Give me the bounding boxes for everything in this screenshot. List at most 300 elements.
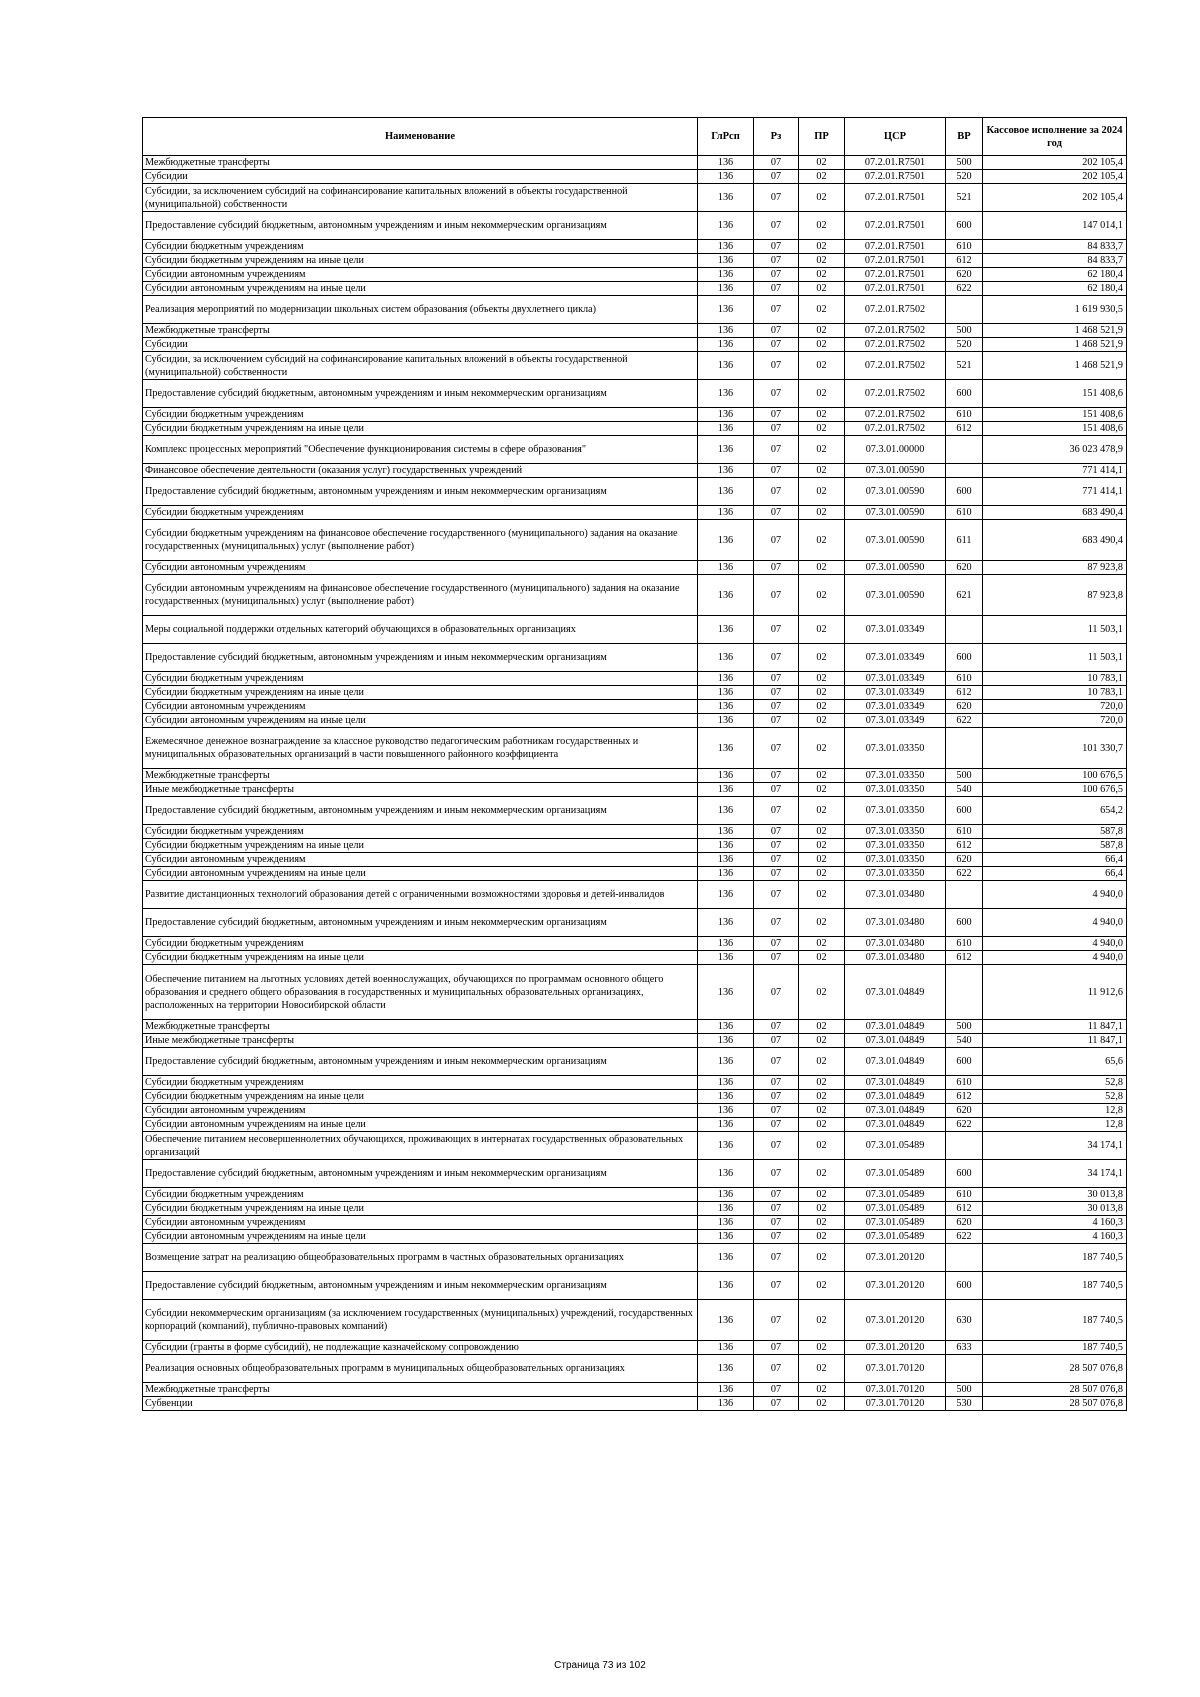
row-pr: 02 xyxy=(799,1397,845,1411)
table-row xyxy=(143,1104,1127,1118)
row-name: Предоставление субсидий бюджетным, автономным учреждениям и иным некоммерческим организациям xyxy=(143,1160,698,1188)
row-rz: 07 xyxy=(754,867,799,881)
row-amount: 10 783,1 xyxy=(983,672,1127,686)
row-grs: 136 xyxy=(698,1076,754,1090)
row-rz: 07 xyxy=(754,1216,799,1230)
table-row xyxy=(143,1341,1127,1355)
row-name: Реализация мероприятий по модернизации школьных систем образования (объекты двухлетнего цикла) xyxy=(143,296,698,324)
table-row xyxy=(143,520,1127,561)
row-csr: 07.2.01.R7502 xyxy=(845,352,946,380)
row-amount: 202 105,4 xyxy=(983,156,1127,170)
row-vr: 600 xyxy=(946,1160,983,1188)
row-rz: 07 xyxy=(754,616,799,644)
row-rz: 07 xyxy=(754,1383,799,1397)
column-header-rz: Рз xyxy=(754,118,799,156)
row-pr: 02 xyxy=(799,728,845,769)
row-rz: 07 xyxy=(754,282,799,296)
row-amount: 11 912,6 xyxy=(983,965,1127,1020)
row-grs: 136 xyxy=(698,561,754,575)
row-pr: 02 xyxy=(799,769,845,783)
table-row xyxy=(143,184,1127,212)
page-number: Страница 73 из 102 xyxy=(554,1660,646,1671)
row-amount: 100 676,5 xyxy=(983,769,1127,783)
row-vr: 600 xyxy=(946,380,983,408)
row-grs: 136 xyxy=(698,520,754,561)
row-amount: 101 330,7 xyxy=(983,728,1127,769)
row-pr: 02 xyxy=(799,616,845,644)
column-header-pr: ПР xyxy=(799,118,845,156)
row-csr: 07.3.01.03350 xyxy=(845,853,946,867)
row-name: Субсидии автономным учреждениям на иные цели xyxy=(143,282,698,296)
row-rz: 07 xyxy=(754,853,799,867)
row-rz: 07 xyxy=(754,156,799,170)
row-amount: 187 740,5 xyxy=(983,1300,1127,1341)
row-name: Межбюджетные трансферты xyxy=(143,1383,698,1397)
row-csr: 07.3.01.00590 xyxy=(845,575,946,616)
row-pr: 02 xyxy=(799,268,845,282)
row-csr: 07.3.01.05489 xyxy=(845,1202,946,1216)
row-grs: 136 xyxy=(698,408,754,422)
column-header-csr: ЦСР xyxy=(845,118,946,156)
row-grs: 136 xyxy=(698,254,754,268)
table-row xyxy=(143,1383,1127,1397)
row-name: Обеспечение питанием на льготных условиях детей военнослужащих, обучающихся по программам основного общего образования и среднего общего образования в государственных и муниципальных образовательных организациях, расположенных на территории Новосибирской области xyxy=(143,965,698,1020)
row-csr: 07.3.01.05489 xyxy=(845,1160,946,1188)
row-grs: 136 xyxy=(698,1272,754,1300)
row-pr: 02 xyxy=(799,1244,845,1272)
row-amount: 12,8 xyxy=(983,1118,1127,1132)
row-csr: 07.3.01.03350 xyxy=(845,867,946,881)
row-name: Субсидии бюджетным учреждениям xyxy=(143,672,698,686)
row-grs: 136 xyxy=(698,338,754,352)
row-rz: 07 xyxy=(754,240,799,254)
column-header-grs: ГлРсп xyxy=(698,118,754,156)
row-rz: 07 xyxy=(754,1076,799,1090)
row-csr: 07.3.01.05489 xyxy=(845,1188,946,1202)
row-name: Субсидии автономным учреждениям xyxy=(143,1216,698,1230)
table-row xyxy=(143,714,1127,728)
row-amount: 28 507 076,8 xyxy=(983,1383,1127,1397)
row-rz: 07 xyxy=(754,268,799,282)
row-amount: 30 013,8 xyxy=(983,1188,1127,1202)
column-header-vr: ВР xyxy=(946,118,983,156)
row-csr: 07.3.01.70120 xyxy=(845,1383,946,1397)
row-amount: 28 507 076,8 xyxy=(983,1397,1127,1411)
row-rz: 07 xyxy=(754,1188,799,1202)
row-rz: 07 xyxy=(754,464,799,478)
row-name: Комплекс процессных мероприятий "Обеспечение функционирования системы в сфере образования" xyxy=(143,436,698,464)
row-name: Субсидии некоммерческим организациям (за исключением государственных (муниципальных) учреждений, государственных корпораций (компаний), публично-правовых компаний) xyxy=(143,1300,698,1341)
row-amount: 62 180,4 xyxy=(983,268,1127,282)
table-row xyxy=(143,1300,1127,1341)
row-vr: 612 xyxy=(946,951,983,965)
table-row xyxy=(143,156,1127,170)
row-csr: 07.3.01.03349 xyxy=(845,672,946,686)
row-name: Иные межбюджетные трансферты xyxy=(143,1034,698,1048)
row-grs: 136 xyxy=(698,380,754,408)
row-pr: 02 xyxy=(799,783,845,797)
row-grs: 136 xyxy=(698,212,754,240)
table-row xyxy=(143,909,1127,937)
row-grs: 136 xyxy=(698,1020,754,1034)
row-name: Межбюджетные трансферты xyxy=(143,156,698,170)
row-pr: 02 xyxy=(799,254,845,268)
row-amount: 147 014,1 xyxy=(983,212,1127,240)
row-grs: 136 xyxy=(698,1383,754,1397)
table-row xyxy=(143,686,1127,700)
row-grs: 136 xyxy=(698,422,754,436)
row-csr: 07.3.01.04849 xyxy=(845,1118,946,1132)
row-rz: 07 xyxy=(754,1300,799,1341)
row-amount: 28 507 076,8 xyxy=(983,1355,1127,1383)
table-row xyxy=(143,839,1127,853)
row-pr: 02 xyxy=(799,1118,845,1132)
row-amount: 100 676,5 xyxy=(983,783,1127,797)
row-rz: 07 xyxy=(754,728,799,769)
row-vr xyxy=(946,1132,983,1160)
row-amount: 654,2 xyxy=(983,797,1127,825)
row-vr: 520 xyxy=(946,170,983,184)
row-csr: 07.2.01.R7502 xyxy=(845,296,946,324)
row-name: Обеспечение питанием несовершеннолетних обучающихся, проживающих в интернатах государственных образовательных организаций xyxy=(143,1132,698,1160)
row-vr xyxy=(946,881,983,909)
row-csr: 07.3.01.05489 xyxy=(845,1216,946,1230)
row-rz: 07 xyxy=(754,1272,799,1300)
row-name: Субсидии автономным учреждениям на иные цели xyxy=(143,867,698,881)
row-amount: 36 023 478,9 xyxy=(983,436,1127,464)
row-name: Предоставление субсидий бюджетным, автономным учреждениям и иным некоммерческим организациям xyxy=(143,380,698,408)
page-footer xyxy=(0,1660,1200,1671)
row-csr: 07.3.01.03349 xyxy=(845,644,946,672)
row-name: Субсидии автономным учреждениям на иные цели xyxy=(143,714,698,728)
row-name: Субсидии автономным учреждениям на иные цели xyxy=(143,1118,698,1132)
row-csr: 07.3.01.03350 xyxy=(845,783,946,797)
row-pr: 02 xyxy=(799,478,845,506)
row-vr: 620 xyxy=(946,853,983,867)
row-csr: 07.3.01.04849 xyxy=(845,1020,946,1034)
row-vr: 600 xyxy=(946,1048,983,1076)
row-pr: 02 xyxy=(799,686,845,700)
table-row xyxy=(143,1132,1127,1160)
row-pr: 02 xyxy=(799,422,845,436)
row-name: Субсидии бюджетным учреждениям на иные цели xyxy=(143,1202,698,1216)
row-rz: 07 xyxy=(754,324,799,338)
row-vr xyxy=(946,1244,983,1272)
row-vr: 610 xyxy=(946,240,983,254)
row-pr: 02 xyxy=(799,282,845,296)
row-rz: 07 xyxy=(754,937,799,951)
row-csr: 07.3.01.20120 xyxy=(845,1341,946,1355)
row-vr xyxy=(946,436,983,464)
row-csr: 07.3.01.04849 xyxy=(845,1076,946,1090)
row-amount: 4 940,0 xyxy=(983,951,1127,965)
table-row xyxy=(143,783,1127,797)
row-csr: 07.3.01.04849 xyxy=(845,1090,946,1104)
row-vr: 540 xyxy=(946,783,983,797)
row-rz: 07 xyxy=(754,520,799,561)
table-row xyxy=(143,338,1127,352)
row-amount: 587,8 xyxy=(983,825,1127,839)
row-vr xyxy=(946,296,983,324)
row-pr: 02 xyxy=(799,1341,845,1355)
row-csr: 07.3.01.70120 xyxy=(845,1355,946,1383)
row-vr: 612 xyxy=(946,1202,983,1216)
row-vr: 612 xyxy=(946,422,983,436)
row-vr: 620 xyxy=(946,1104,983,1118)
table-row xyxy=(143,1034,1127,1048)
row-vr xyxy=(946,1355,983,1383)
row-pr: 02 xyxy=(799,867,845,881)
row-name: Предоставление субсидий бюджетным, автономным учреждениям и иным некоммерческим организациям xyxy=(143,644,698,672)
table-row xyxy=(143,170,1127,184)
row-rz: 07 xyxy=(754,352,799,380)
table-row xyxy=(143,797,1127,825)
row-vr: 622 xyxy=(946,1118,983,1132)
row-pr: 02 xyxy=(799,408,845,422)
row-vr: 622 xyxy=(946,1230,983,1244)
row-name: Субсидии, за исключением субсидий на софинансирование капитальных вложений в объекты государственной (муниципальной) собственности xyxy=(143,184,698,212)
row-grs: 136 xyxy=(698,867,754,881)
row-grs: 136 xyxy=(698,672,754,686)
row-csr: 07.3.01.03349 xyxy=(845,686,946,700)
row-rz: 07 xyxy=(754,1397,799,1411)
row-vr: 600 xyxy=(946,644,983,672)
row-amount: 34 174,1 xyxy=(983,1160,1127,1188)
row-pr: 02 xyxy=(799,1300,845,1341)
row-vr: 610 xyxy=(946,825,983,839)
row-vr: 622 xyxy=(946,867,983,881)
row-name: Предоставление субсидий бюджетным, автономным учреждениям и иным некоммерческим организациям xyxy=(143,212,698,240)
row-rz: 07 xyxy=(754,506,799,520)
row-amount: 12,8 xyxy=(983,1104,1127,1118)
row-pr: 02 xyxy=(799,853,845,867)
table-row xyxy=(143,561,1127,575)
row-pr: 02 xyxy=(799,1216,845,1230)
row-amount: 187 740,5 xyxy=(983,1244,1127,1272)
row-pr: 02 xyxy=(799,714,845,728)
table-row xyxy=(143,380,1127,408)
row-csr: 07.2.01.R7502 xyxy=(845,408,946,422)
row-vr: 600 xyxy=(946,212,983,240)
row-name: Межбюджетные трансферты xyxy=(143,324,698,338)
row-rz: 07 xyxy=(754,909,799,937)
table-row xyxy=(143,1020,1127,1034)
row-name: Предоставление субсидий бюджетным, автономным учреждениям и иным некоммерческим организациям xyxy=(143,909,698,937)
row-csr: 07.2.01.R7501 xyxy=(845,240,946,254)
table-header-row xyxy=(143,118,1127,156)
row-name: Субсидии бюджетным учреждениям на иные цели xyxy=(143,686,698,700)
row-vr: 621 xyxy=(946,575,983,616)
row-pr: 02 xyxy=(799,1355,845,1383)
row-amount: 151 408,6 xyxy=(983,408,1127,422)
row-grs: 136 xyxy=(698,1230,754,1244)
row-rz: 07 xyxy=(754,170,799,184)
row-amount: 10 783,1 xyxy=(983,686,1127,700)
row-rz: 07 xyxy=(754,825,799,839)
row-amount: 11 847,1 xyxy=(983,1020,1127,1034)
row-vr: 620 xyxy=(946,1216,983,1230)
row-grs: 136 xyxy=(698,1118,754,1132)
table-row xyxy=(143,965,1127,1020)
table-row xyxy=(143,478,1127,506)
table-row xyxy=(143,1355,1127,1383)
row-rz: 07 xyxy=(754,575,799,616)
row-amount: 87 923,8 xyxy=(983,561,1127,575)
row-vr: 633 xyxy=(946,1341,983,1355)
row-pr: 02 xyxy=(799,700,845,714)
row-name: Субсидии бюджетным учреждениям xyxy=(143,1188,698,1202)
row-vr: 610 xyxy=(946,408,983,422)
row-amount: 84 833,7 xyxy=(983,254,1127,268)
row-rz: 07 xyxy=(754,436,799,464)
row-amount: 4 940,0 xyxy=(983,937,1127,951)
row-rz: 07 xyxy=(754,1020,799,1034)
row-name: Межбюджетные трансферты xyxy=(143,1020,698,1034)
row-pr: 02 xyxy=(799,1034,845,1048)
row-vr: 622 xyxy=(946,282,983,296)
row-grs: 136 xyxy=(698,783,754,797)
row-vr: 600 xyxy=(946,478,983,506)
row-rz: 07 xyxy=(754,769,799,783)
table-row xyxy=(143,506,1127,520)
row-amount: 11 503,1 xyxy=(983,644,1127,672)
row-name: Меры социальной поддержки отдельных категорий обучающихся в образовательных организациях xyxy=(143,616,698,644)
row-grs: 136 xyxy=(698,1300,754,1341)
row-name: Субсидии автономным учреждениям на финансовое обеспечение государственного (муниципального) задания на оказание государственных (муниципальных) услуг (выполнение работ) xyxy=(143,575,698,616)
table-row xyxy=(143,282,1127,296)
row-grs: 136 xyxy=(698,714,754,728)
table-row xyxy=(143,672,1127,686)
row-grs: 136 xyxy=(698,1202,754,1216)
row-amount: 4 160,3 xyxy=(983,1216,1127,1230)
row-pr: 02 xyxy=(799,797,845,825)
row-vr: 500 xyxy=(946,324,983,338)
row-name: Субсидии (гранты в форме субсидий), не подлежащие казначейскому сопровождению xyxy=(143,1341,698,1355)
row-pr: 02 xyxy=(799,436,845,464)
row-csr: 07.2.01.R7502 xyxy=(845,324,946,338)
row-pr: 02 xyxy=(799,1090,845,1104)
row-csr: 07.3.01.03480 xyxy=(845,937,946,951)
row-rz: 07 xyxy=(754,380,799,408)
row-amount: 87 923,8 xyxy=(983,575,1127,616)
row-amount: 84 833,7 xyxy=(983,240,1127,254)
row-csr: 07.3.01.00000 xyxy=(845,436,946,464)
row-name: Иные межбюджетные трансферты xyxy=(143,783,698,797)
row-grs: 136 xyxy=(698,909,754,937)
row-amount: 1 468 521,9 xyxy=(983,338,1127,352)
row-vr: 610 xyxy=(946,672,983,686)
row-rz: 07 xyxy=(754,1034,799,1048)
row-grs: 136 xyxy=(698,1188,754,1202)
row-vr: 612 xyxy=(946,686,983,700)
row-name: Субсидии автономным учреждениям на иные цели xyxy=(143,1230,698,1244)
row-grs: 136 xyxy=(698,1341,754,1355)
table-row xyxy=(143,853,1127,867)
row-pr: 02 xyxy=(799,380,845,408)
row-name: Развитие дистанционных технологий образования детей с ограниченными возможностями здоровья и детей-инвалидов xyxy=(143,881,698,909)
row-pr: 02 xyxy=(799,561,845,575)
row-name: Субсидии бюджетным учреждениям xyxy=(143,937,698,951)
table-row xyxy=(143,1272,1127,1300)
row-rz: 07 xyxy=(754,783,799,797)
row-csr: 07.3.01.03350 xyxy=(845,825,946,839)
row-name: Предоставление субсидий бюджетным, автономным учреждениям и иным некоммерческим организациям xyxy=(143,797,698,825)
row-amount: 683 490,4 xyxy=(983,520,1127,561)
row-csr: 07.3.01.70120 xyxy=(845,1397,946,1411)
row-vr: 620 xyxy=(946,700,983,714)
row-pr: 02 xyxy=(799,1383,845,1397)
row-amount: 771 414,1 xyxy=(983,478,1127,506)
table-row xyxy=(143,616,1127,644)
row-pr: 02 xyxy=(799,951,845,965)
row-rz: 07 xyxy=(754,700,799,714)
row-amount: 1 468 521,9 xyxy=(983,352,1127,380)
row-csr: 07.3.01.00590 xyxy=(845,478,946,506)
table-row xyxy=(143,1230,1127,1244)
row-grs: 136 xyxy=(698,839,754,853)
row-rz: 07 xyxy=(754,686,799,700)
row-name: Субсидии бюджетным учреждениям на иные цели xyxy=(143,1090,698,1104)
row-rz: 07 xyxy=(754,1341,799,1355)
row-grs: 136 xyxy=(698,352,754,380)
row-rz: 07 xyxy=(754,184,799,212)
table-body xyxy=(143,156,1127,1411)
row-amount: 187 740,5 xyxy=(983,1341,1127,1355)
row-rz: 07 xyxy=(754,1160,799,1188)
row-pr: 02 xyxy=(799,506,845,520)
row-name: Субсидии автономным учреждениям xyxy=(143,561,698,575)
table-row xyxy=(143,644,1127,672)
row-grs: 136 xyxy=(698,575,754,616)
row-vr: 500 xyxy=(946,156,983,170)
row-rz: 07 xyxy=(754,1355,799,1383)
table-row xyxy=(143,1118,1127,1132)
row-grs: 136 xyxy=(698,436,754,464)
row-vr: 540 xyxy=(946,1034,983,1048)
row-pr: 02 xyxy=(799,352,845,380)
table-row xyxy=(143,825,1127,839)
row-csr: 07.2.01.R7501 xyxy=(845,282,946,296)
row-rz: 07 xyxy=(754,1118,799,1132)
row-grs: 136 xyxy=(698,240,754,254)
row-csr: 07.3.01.04849 xyxy=(845,1104,946,1118)
row-pr: 02 xyxy=(799,1202,845,1216)
row-grs: 136 xyxy=(698,478,754,506)
row-rz: 07 xyxy=(754,478,799,506)
row-name: Субсидии автономным учреждениям xyxy=(143,1104,698,1118)
row-grs: 136 xyxy=(698,728,754,769)
row-grs: 136 xyxy=(698,686,754,700)
table-row xyxy=(143,212,1127,240)
row-vr: 612 xyxy=(946,254,983,268)
row-vr: 630 xyxy=(946,1300,983,1341)
table-row xyxy=(143,1048,1127,1076)
row-name: Реализация основных общеобразовательных программ в муниципальных общеобразовательных организациях xyxy=(143,1355,698,1383)
row-vr: 610 xyxy=(946,937,983,951)
row-pr: 02 xyxy=(799,1160,845,1188)
row-csr: 07.3.01.20120 xyxy=(845,1272,946,1300)
row-name: Субсидии бюджетным учреждениям на иные цели xyxy=(143,422,698,436)
row-grs: 136 xyxy=(698,937,754,951)
row-rz: 07 xyxy=(754,408,799,422)
row-csr: 07.3.01.03350 xyxy=(845,728,946,769)
row-vr: 500 xyxy=(946,769,983,783)
row-grs: 136 xyxy=(698,1034,754,1048)
row-name: Субсидии бюджетным учреждениям xyxy=(143,1076,698,1090)
row-pr: 02 xyxy=(799,881,845,909)
row-name: Субсидии бюджетным учреждениям xyxy=(143,408,698,422)
row-vr xyxy=(946,728,983,769)
